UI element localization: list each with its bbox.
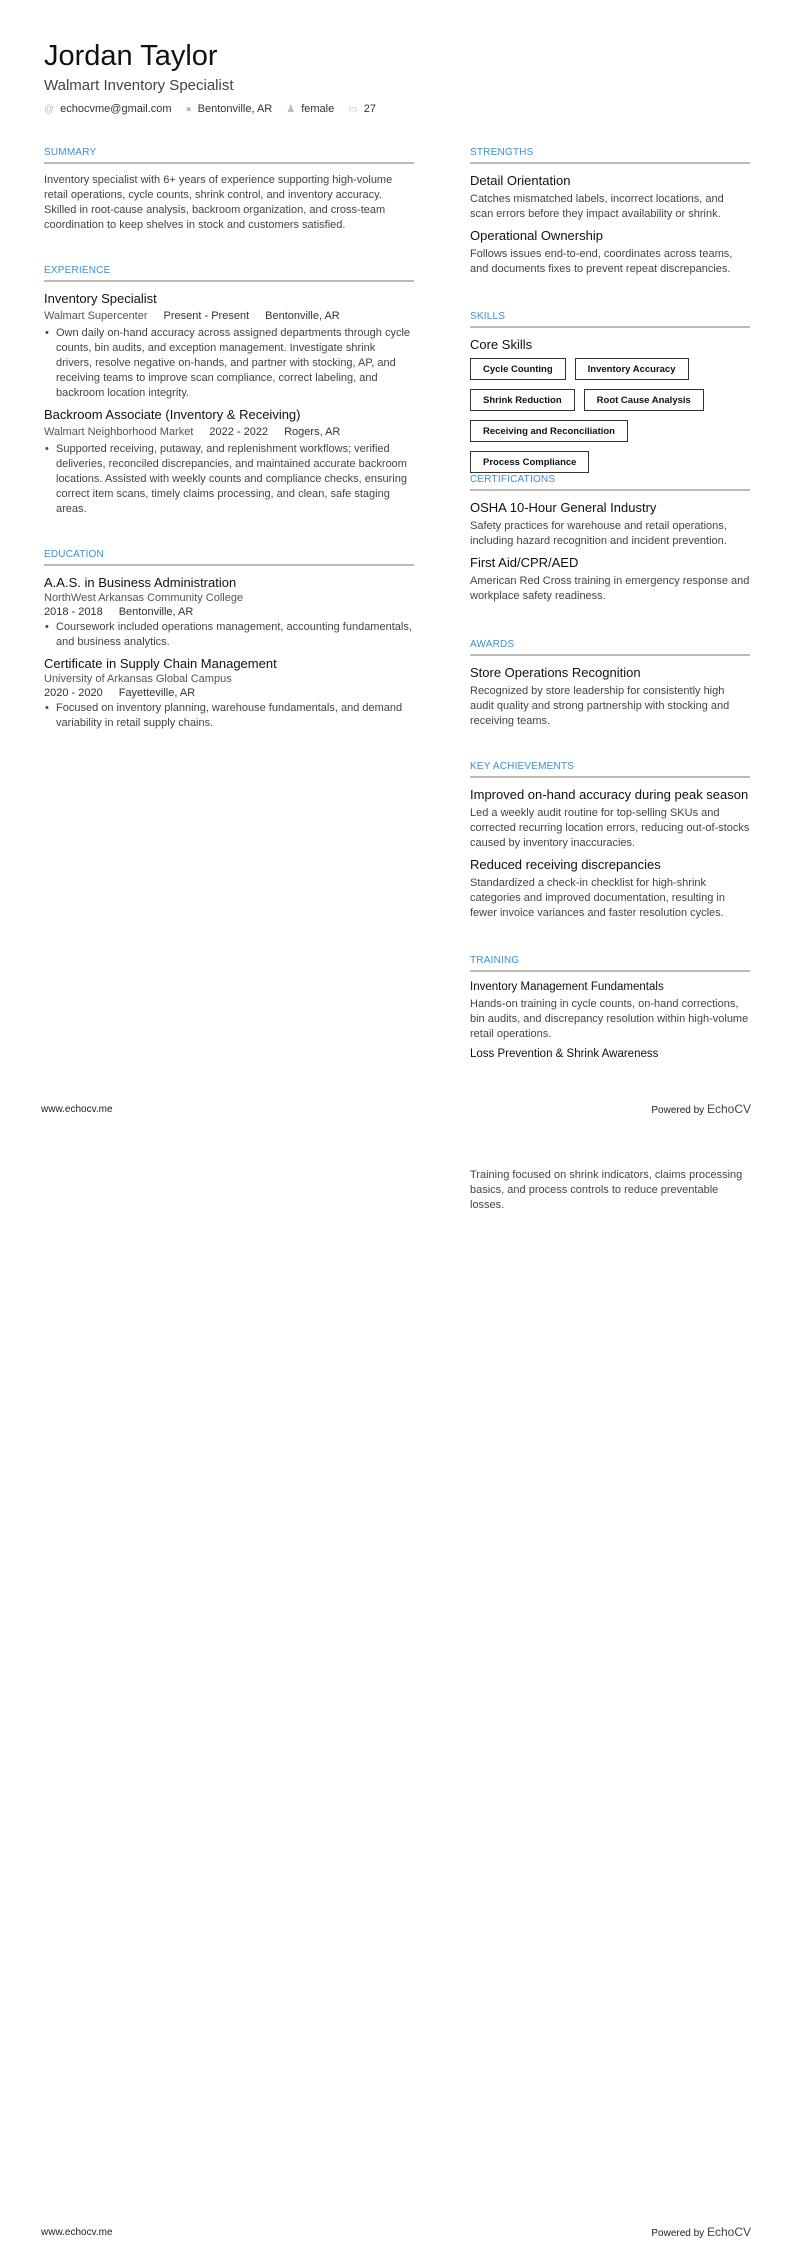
job-title: Walmart Inventory Specialist	[44, 77, 234, 94]
degree: Certificate in Supply Chain Management	[44, 656, 277, 671]
position-title: Inventory Specialist	[44, 291, 157, 306]
education-item	[44, 656, 414, 731]
skill-tag: Shrink Reduction	[470, 389, 575, 411]
powered-label: Powered by	[651, 2228, 705, 2239]
email-icon: @	[44, 103, 55, 115]
strength-text: Catches mismatched labels, incorrect locations, and scan errors before they impact availability or shrink.	[470, 193, 724, 220]
achievement-text: Led a weekly audit routine for top-selling SKUs and corrected recurring location errors, reducing out-of-stocks caused by inventory inaccuracies.	[470, 807, 750, 849]
certification-text: Safety practices for warehouse and retail operations, including hazard recognition and incident prevention.	[470, 520, 727, 547]
strength-title: Operational Ownership	[470, 228, 603, 243]
skill-tag: Root Cause Analysis	[584, 389, 704, 411]
section-heading: CERTIFICATIONS	[470, 474, 750, 491]
gender: female	[301, 103, 335, 115]
skill-tag: Cycle Counting	[470, 358, 566, 380]
location: Rogers, AR	[284, 426, 341, 438]
degree: A.A.S. in Business Administration	[44, 575, 237, 590]
section-heading: STRENGTHS	[470, 147, 750, 164]
skill-tag: Receiving and Reconciliation	[470, 420, 628, 442]
section-heading: KEY ACHIEVEMENTS	[470, 761, 750, 778]
calendar-icon: ▭	[348, 103, 358, 115]
training-section	[470, 955, 750, 1064]
certifications-section	[470, 474, 750, 610]
achievement-title: Reduced receiving discrepancies	[470, 857, 661, 872]
award-text: Recognized by store leadership for consistently high audit quality and strong partnership with stocking and receiving teams.	[470, 685, 730, 727]
bullet: • Own daily on-hand accuracy across assigned departments through cycle counts, bin audits, and exception management. Investigate shrink drivers, resolve negative on-hands, and partner with stocking, AP, and receiving teams to improve scan compliance, correct labeling, and backroom location integrity.	[44, 326, 414, 401]
footer-powered	[651, 2225, 751, 2239]
location: Bentonville, AR	[197, 103, 273, 115]
training-text: Training focused on shrink indicators, claims processing basics, and process controls to reduce preventable losses.	[470, 1169, 743, 1211]
section-heading: TRAINING	[470, 955, 750, 972]
training-title: Inventory Management Fundamentals	[470, 981, 664, 993]
position-title: Backroom Associate (Inventory & Receiving)	[44, 407, 301, 422]
education-item	[44, 575, 414, 650]
experience-section	[44, 265, 414, 523]
candidate-name: Jordan Taylor	[44, 40, 218, 72]
dates: 2018 - 2018	[44, 606, 103, 618]
training-text: Hands-on training in cycle counts, on-hand corrections, bin audits, and discrepancy resolution within high-volume retail operations.	[470, 998, 749, 1040]
training-title: Loss Prevention & Shrink Awareness	[470, 1048, 659, 1060]
skill-group-title: Core Skills	[470, 337, 533, 352]
email[interactable]: echocvme@gmail.com	[60, 103, 172, 115]
section-heading: SKILLS	[470, 311, 750, 328]
experience-item	[44, 407, 414, 517]
certification-title: OSHA 10-Hour General Industry	[470, 500, 657, 515]
education-section	[44, 549, 414, 737]
strength-title: Detail Orientation	[470, 173, 571, 188]
section-heading: SUMMARY	[44, 147, 414, 164]
skills-section	[470, 311, 750, 473]
bullet: • Coursework included operations management, accounting fundamentals, and business analytics.	[44, 620, 414, 650]
age: 27	[363, 103, 376, 115]
contact-info	[44, 103, 376, 115]
school: NorthWest Arkansas Community College	[44, 592, 244, 604]
powered-label: Powered by	[651, 1105, 705, 1116]
footer-powered	[651, 1102, 751, 1116]
awards-section	[470, 639, 750, 735]
achievement-title: Improved on-hand accuracy during peak season	[470, 787, 749, 802]
dates: 2022 - 2022	[209, 426, 269, 438]
brand-logo[interactable]: EchoCV	[706, 1102, 751, 1116]
section-heading: EXPERIENCE	[44, 265, 414, 282]
company: Walmart Neighborhood Market	[44, 426, 194, 438]
footer-site[interactable]: www.echocv.me	[41, 2227, 113, 2238]
skill-tag: Process Compliance	[470, 451, 589, 473]
award-title: Store Operations Recognition	[470, 665, 641, 680]
footer-site[interactable]: www.echocv.me	[41, 1104, 113, 1115]
section-heading: AWARDS	[470, 639, 750, 656]
bullet: • Focused on inventory planning, warehouse fundamentals, and demand variability in retail supply chains.	[44, 701, 414, 731]
summary-section	[44, 147, 414, 233]
dates: Present - Present	[163, 310, 250, 322]
company: Walmart Supercenter	[44, 310, 148, 322]
strength-text: Follows issues end-to-end, coordinates across teams, and documents fixes to prevent repeat discrepancies.	[470, 248, 733, 275]
certification-title: First Aid/CPR/AED	[470, 555, 579, 570]
certification-text: American Red Cross training in emergency response and workplace safety readiness.	[470, 575, 750, 602]
achievement-text: Standardized a check-in checklist for high-shrink categories and improved documentation, resulting in fewer invoice variances and faster resolution cycles.	[470, 877, 725, 919]
bullet: • Supported receiving, putaway, and replenishment workflows; verified deliveries, reconciled discrepancies, and maintained accurate backroom locations. Assisted with weekly counts and compliance checks, ensuring correct item scans, timely claims processing, and clean, safe staging areas.	[44, 442, 414, 517]
location: Bentonville, AR	[118, 606, 194, 618]
location: Bentonville, AR	[265, 310, 340, 322]
summary-text: Inventory specialist with 6+ years of experience supporting high-volume retail operations, cycle counts, shrink control, and inventory accuracy. Skilled in root-cause analysis, backroom organization, and cross-team coordination to keep shelves in stock and customers satisfied.	[44, 174, 393, 231]
brand-logo[interactable]: EchoCV	[706, 2225, 751, 2239]
skill-tag: Inventory Accuracy	[575, 358, 689, 380]
location: Fayetteville, AR	[118, 687, 196, 699]
school: University of Arkansas Global Campus	[44, 673, 232, 685]
section-heading: EDUCATION	[44, 549, 414, 566]
location-pin-icon: ●	[185, 103, 192, 115]
person-icon: ♟	[286, 103, 296, 115]
strengths-section	[470, 147, 750, 283]
experience-item	[44, 291, 414, 401]
achievements-section	[470, 761, 750, 927]
dates: 2020 - 2020	[44, 687, 103, 699]
